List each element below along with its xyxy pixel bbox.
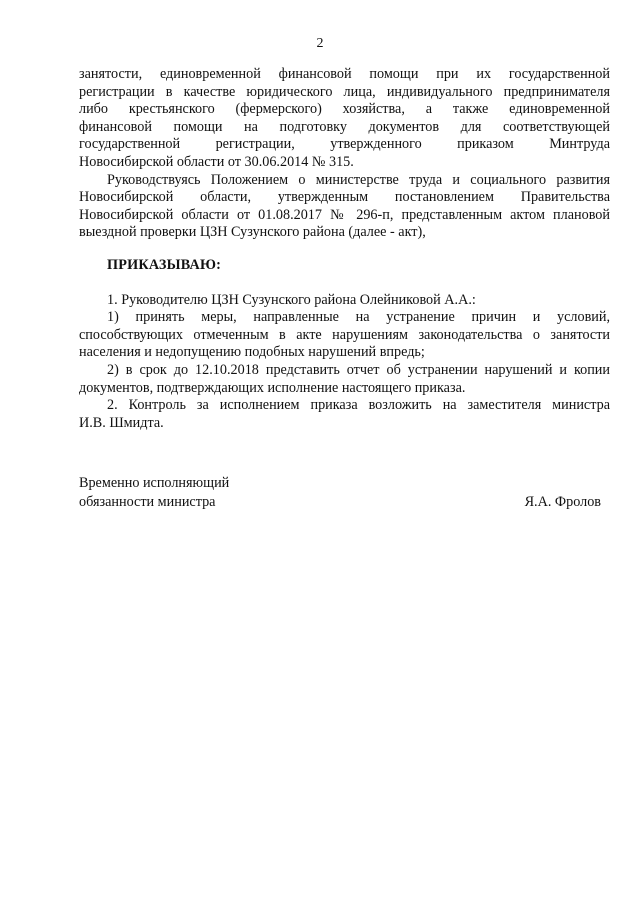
text-line: документов, подтверждающих исполнение настоящего приказа. <box>79 379 466 396</box>
order-heading: ПРИКАЗЫВАЮ: <box>107 256 222 273</box>
text-line: финансовой помощи на подготовку документов для соответствующей <box>79 118 610 135</box>
order-item-1: 1. Руководителю ЦЗН Сузунского района Олейниковой А.А.: <box>107 291 476 308</box>
order-item-2 <box>79 397 610 432</box>
text-line: И.В. Шмидта. <box>79 414 164 431</box>
order-item-1-1 <box>79 309 610 362</box>
text-line: 2. Контроль за исполнением приказа возложить на заместителя министра <box>107 397 610 414</box>
order-item-1-2 <box>79 362 610 397</box>
page-number: 2 <box>316 36 324 51</box>
text-line: Новосибирской области от 30.06.2014 № 315. <box>79 153 354 170</box>
text-line: регистрации в качестве юридического лица, индивидуального предпринимателя <box>79 83 610 100</box>
text-line: Новосибирской области, утвержденным постановлением Правительства <box>79 189 610 206</box>
text-line: способствующих отмеченным в акте нарушениям законодательства о занятости <box>79 326 610 343</box>
signature-block <box>79 474 610 512</box>
text-line: 2) в срок до 12.10.2018 представить отчет об устранении нарушений и копии <box>107 361 610 378</box>
paragraph-basis <box>79 172 610 242</box>
signatory-position-line1: Временно исполняющий <box>79 475 230 491</box>
text-line: населения и недопущению подобных нарушений впредь; <box>79 344 425 361</box>
text-line: занятости, единовременной финансовой помощи при их государственной <box>79 66 610 82</box>
document-body <box>79 66 610 432</box>
signatory-position-line2: обязанности министра <box>79 494 216 510</box>
text-line: 1) принять меры, направленные на устранение причин и условий, <box>107 309 610 326</box>
text-line: Новосибирской области от 01.08.2017 № 296-п, представленным актом плановой <box>79 206 610 223</box>
text-line: либо крестьянского (фермерского) хозяйства, а также единовременной <box>79 101 610 118</box>
text-line: выездной проверки ЦЗН Сузунского района (далее - акт), <box>79 224 426 241</box>
paragraph-intro <box>79 66 610 172</box>
text-line: Руководствуясь Положением о министерстве труда и социального развития <box>107 171 610 188</box>
signatory-name: Я.А. Фролов <box>524 494 601 510</box>
text-line: государственной регистрации, утвержденного приказом Минтруда <box>79 136 610 153</box>
